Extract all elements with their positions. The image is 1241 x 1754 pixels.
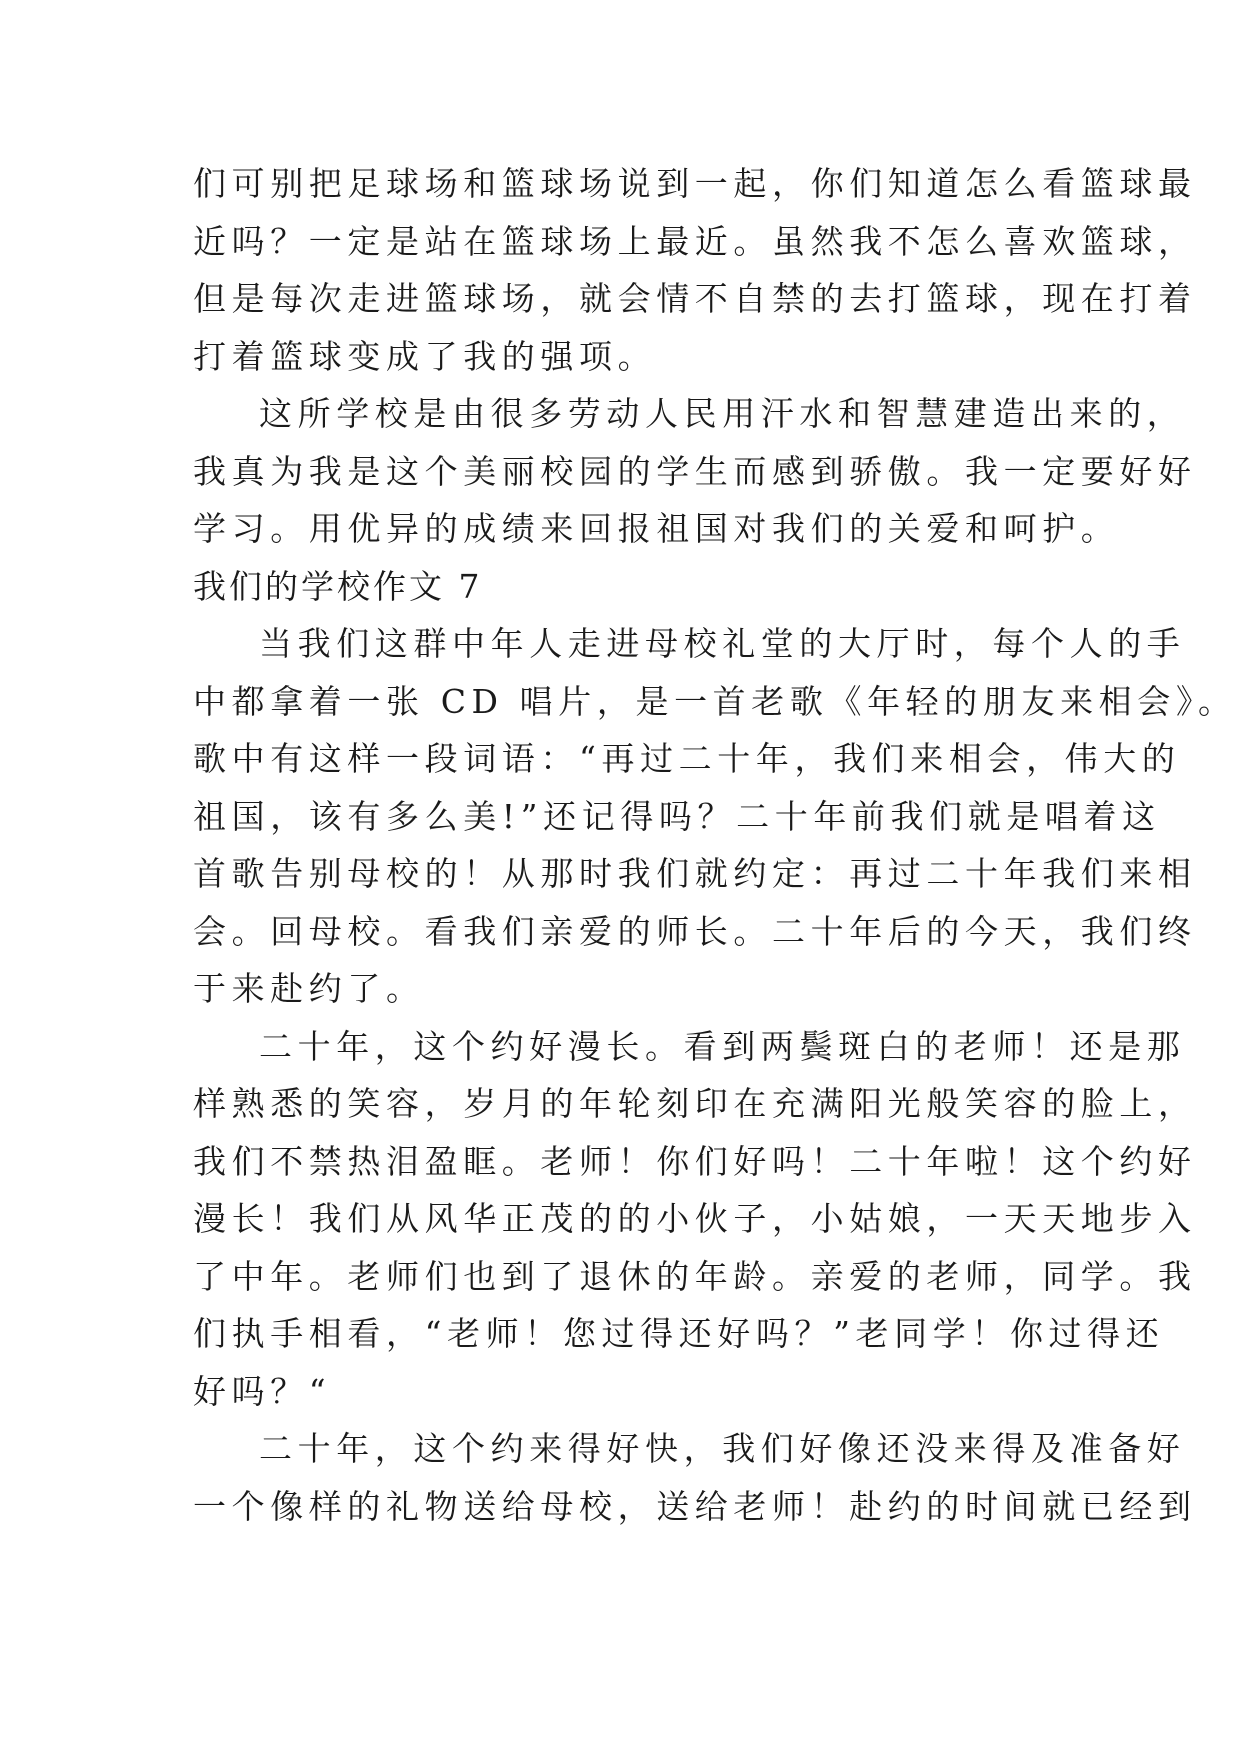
text-line: 当我们这群中年人走进母校礼堂的大厅时，每个人的手 — [259, 624, 1186, 663]
text-line: 样熟悉的笑容，岁月的年轮刻印在充满阳光般笑容的脸上， — [193, 1084, 1197, 1123]
text-line: 会。回母校。看我们亲爱的师长。二十年后的今天，我们终 — [193, 911, 1197, 951]
text-line: 祖国，该有多么美!”还记得吗？二十年前我们就是唱着这 — [193, 796, 1161, 836]
text-line: 但是每次走进篮球场，就会情不自禁的去打篮球，现在打着 — [193, 279, 1197, 318]
text-line: 二十年，这个约来得好快，我们好像还没来得及准备好 — [259, 1429, 1186, 1468]
text-line: 一个像样的礼物送给母校，送给老师！赴约的时间就已经到 — [193, 1486, 1197, 1526]
text-line: 歌中有这样一段词语：“再过二十年，我们来相会，伟大的 — [193, 739, 1181, 778]
text-line: 们可别把足球场和篮球场说到一起，你们知道怎么看篮球最 — [193, 164, 1197, 203]
text-line: 首歌告别母校的！从那时我们就约定：再过二十年我们来相 — [193, 854, 1197, 893]
paragraph — [193, 155, 1197, 385]
text-line: 这所学校是由很多劳动人民用汗水和智慧建造出来的， — [259, 394, 1186, 433]
text-line: 中都拿着一张 CD 唱片，是一首老歌《年轻的朋友来相会》。 — [193, 681, 1237, 721]
text-line: 漫长！我们从风华正茂的的小伙子，小姑娘，一天天地步入 — [193, 1199, 1197, 1238]
text-line: 我真为我是这个美丽校园的学生而感到骄傲。我一定要好好 — [193, 451, 1197, 491]
text-line: 了中年。老师们也到了退休的年龄。亲爱的老师，同学。我 — [193, 1256, 1197, 1296]
text-line: 二十年，这个约好漫长。看到两鬓斑白的老师！还是那 — [259, 1026, 1186, 1066]
text-line: 们执手相看，“老师！您过得还好吗？”老同学！你过得还 — [193, 1314, 1165, 1353]
text-line: 好吗？“ — [193, 1371, 332, 1411]
paragraph — [193, 1420, 1197, 1535]
text-line: 我们不禁热泪盈眶。老师！你们好吗！二十年啦！这个约好 — [193, 1141, 1197, 1181]
paragraph — [193, 1018, 1197, 1421]
text-line: 于来赴约了。 — [193, 969, 425, 1008]
paragraph — [193, 385, 1197, 558]
section-heading: 我们的学校作文 7 — [193, 566, 483, 606]
text-line: 打着篮球变成了我的强项。 — [193, 336, 657, 376]
text-line: 学习。用优异的成绩来回报祖国对我们的关爱和呵护。 — [193, 509, 1120, 548]
paragraph — [193, 615, 1237, 1018]
document-body — [193, 155, 1237, 1535]
text-line: 近吗？一定是站在篮球场上最近。虽然我不怎么喜欢篮球， — [193, 221, 1197, 261]
